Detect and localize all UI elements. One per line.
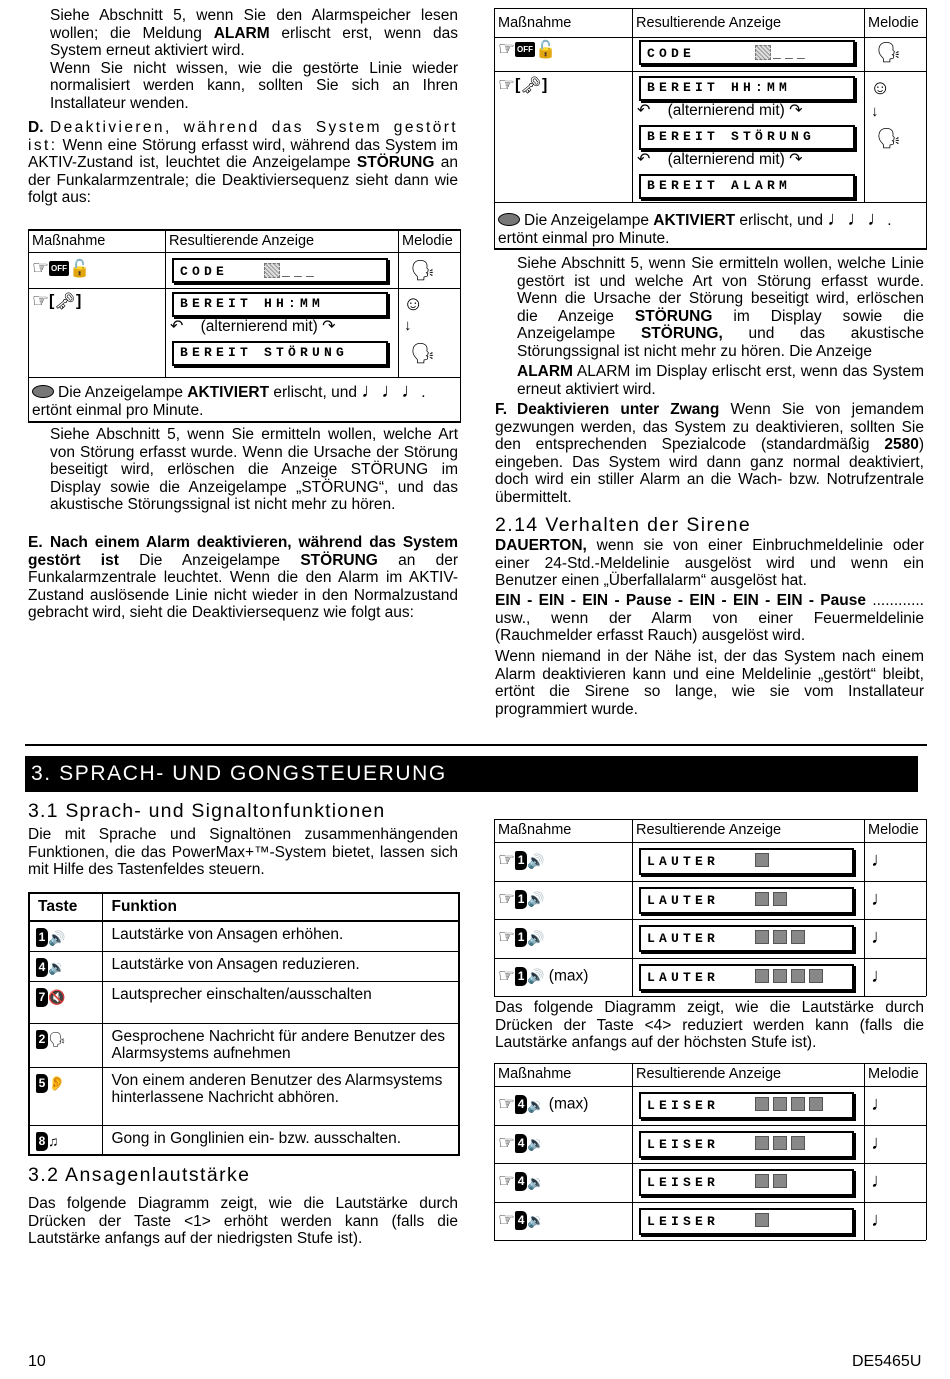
volume-up-icon: 🔊	[527, 929, 545, 946]
key-1-icon: 1	[36, 928, 48, 947]
function-text: Lautstärke von Ansagen reduzieren.	[111, 955, 360, 973]
press-key-action	[498, 967, 588, 986]
siren-duration: Wenn niemand in der Nähe ist, der das System nach einem Alarm deaktivieren kann und eine Meldelinie „gestört“ bleibt, ertönt die Sirene so lange, wie sie vom Installateur programmiert wurde.	[495, 648, 924, 718]
lcd-volume: LEISER	[639, 1092, 854, 1119]
key-4-icon: 4	[515, 1211, 527, 1230]
key-icon: 🗝	[54, 292, 76, 311]
lcd-volume: LEISER	[639, 1131, 854, 1158]
col-header-action: Maßnahme	[498, 15, 572, 31]
press-key-action	[498, 890, 544, 909]
section-heading-3-1: 3.1 Sprach- und Signaltonfunktionen	[28, 800, 386, 822]
music-note-icon: ♩	[871, 1170, 891, 1192]
volume-level-block	[791, 1097, 805, 1111]
pointing-hand-icon: ☞	[498, 1209, 516, 1231]
volume-level-block	[809, 969, 823, 983]
siren-pattern: EIN - EIN - EIN - Pause - EIN - EIN - EIN - Pause ............ usw., wenn der Alarm von einer Feuermeldelinie (Rauchmelder erfasst Rauch) ausgelöst wird.	[495, 592, 924, 644]
item-label: D.	[28, 119, 44, 136]
volume-level-block	[809, 1097, 823, 1111]
key-1-icon: 1	[515, 928, 527, 947]
col-header-display: Resultierende Anzeige	[636, 822, 782, 838]
table-row	[29, 1125, 459, 1155]
siren-continuous: DAUERTON, wenn sie von einer Einbruchmeldelinie oder einer 24-Std.-Meldelinie ausgelöst wird und wenn ein Benutzer einen „Überfallalarm“ ausgelöst hat.	[495, 537, 925, 589]
left-top-text	[50, 7, 458, 112]
doc-id: DE5465U	[852, 1353, 922, 1370]
lcd-ready: BEREIT HH:MM	[639, 76, 855, 101]
between-text: Das folgende Diagramm zeigt, wie die Lautstärke durch Drücken der Taste <4> reduziert werden kann (falls die Lautstärke anfangs auf der höchsten Stufe ist).	[495, 999, 924, 1051]
press-key-action	[498, 1095, 588, 1114]
section-3-1-text: Die mit Sprache und Signaltönen zusammenhängenden Funktionen, die das PowerMax+™-System bietet, lassen sich mit Hilfe des Tastenfeldes steuern.	[28, 826, 458, 878]
volume-level-block	[791, 969, 805, 983]
paragraph: Wenn Sie nicht wissen, wie die gestörte Linie wieder normalisiert werden kann, sollten Sie sich an Ihren Installateur wenden.	[50, 59, 458, 112]
key-4-icon: 4	[36, 958, 48, 977]
lcd-volume: LAUTER	[639, 925, 854, 952]
press-key-action	[498, 1134, 544, 1153]
enter-code-action: ☞[🗝]	[498, 75, 548, 96]
off-key-icon: OFF	[515, 42, 535, 57]
volume-down-icon: 🔉	[527, 1135, 545, 1151]
lcd-ready: BEREIT HH:MM	[172, 292, 388, 317]
led-off-icon	[498, 213, 520, 226]
press-key-action	[498, 928, 544, 947]
key-1-icon: 1	[515, 890, 527, 909]
pointing-hand-icon: ☞	[32, 258, 50, 279]
col-header-melody: Melodie	[868, 1066, 919, 1082]
col-header-action: Maßnahme	[498, 822, 572, 838]
volume-level-block	[773, 969, 787, 983]
listen-icon: 👂	[48, 1075, 66, 1091]
key-function-table	[28, 892, 460, 1156]
volume-level-block	[755, 1174, 769, 1188]
alternating-note: ↶ (alternierend mit) ↷	[637, 102, 803, 119]
key-1-icon: 1	[515, 967, 527, 986]
volume-level-block	[773, 930, 787, 944]
table-row	[29, 951, 459, 981]
section-heading-2-14: 2.14 Verhalten der Sirene	[495, 514, 752, 536]
music-note-icon: ♩	[871, 1131, 891, 1154]
pointing-hand-icon: ☞	[498, 927, 516, 948]
section-e: E. Nach einem Alarm deaktivieren, während das System gestört ist Die Anzeigelampe STÖRUNG an der Funkalarmzentrale leuchtet. Wenn die den Alarm im AKTIV-Zustand auslösende Linie nicht wieder in den Normalzustand gebracht wird, sieht die Deaktiviersequenz wie folgt aus:	[28, 534, 458, 621]
max-label: (max)	[548, 967, 589, 985]
key-1-icon: 1	[515, 851, 527, 870]
speaker-icon: 🔇	[48, 989, 66, 1005]
pointing-hand-icon: ☞	[498, 1171, 516, 1192]
max-label: (max)	[548, 1095, 589, 1113]
pointing-hand-icon: ☞	[498, 1094, 516, 1115]
volume-level-block	[755, 892, 769, 906]
pointing-hand-icon: ☞	[498, 1132, 516, 1154]
left-mid-text: Siehe Abschnitt 5, wenn Sie ermitteln wollen, welche Art von Störung erfasst wurde. Wenn die Ursache der Störung beseitigt wird, erlöschen die Anzeige STÖRUNG im Display sowie die Anzeigelampe „STÖRUNG“, und das akustische Störungssignal ist nicht mehr zu hören.	[50, 426, 458, 513]
col-header-action: Maßnahme	[32, 233, 106, 249]
lcd-code: CODE ___	[172, 258, 388, 283]
pointing-hand-icon: ☞	[498, 39, 516, 60]
key-8-icon: 8	[36, 1132, 48, 1151]
function-text: Gong in Gonglinien ein- bzw. ausschalten.	[111, 1129, 402, 1147]
volume-up-icon: 🔊	[527, 852, 545, 869]
volume-level-block	[755, 930, 769, 944]
music-note-icon: ♩	[871, 926, 891, 948]
press-key-action	[498, 1172, 544, 1191]
music-notes-icon: ♩♩♩	[361, 380, 422, 402]
speech-icon: 🗣	[876, 128, 902, 150]
led-off-icon	[32, 385, 54, 398]
volume-level-block	[791, 1136, 805, 1150]
chime-icon: ♫	[48, 1133, 59, 1149]
arrow-down-icon: ↓	[404, 317, 412, 334]
function-text: Von einem anderen Benutzer des Alarmsystems hinterlassene Nachricht abhören.	[111, 1071, 443, 1106]
led-note: Die Anzeigelampe AKTIVIERT erlischt, und ♩♩♩. ertönt einmal pro Minute.	[32, 380, 426, 419]
key-icon: 🗝	[520, 76, 542, 95]
volume-up-icon: 🔊	[527, 968, 545, 984]
key-5-icon: 5	[36, 1074, 48, 1093]
table-row	[29, 1067, 459, 1125]
volume-level-block	[773, 1174, 787, 1188]
speech-icon: 🗣	[876, 42, 902, 64]
col-header-key: Taste	[29, 893, 102, 921]
key-7-icon: 7	[36, 988, 48, 1007]
section-3-2-text: Das folgende Diagramm zeigt, wie die Lautstärke durch Drücken der Taste <1> erhöht werden kann (falls die Lautstärke anfangs auf der niedrigsten Stufe ist).	[28, 1195, 458, 1247]
lcd-volume: LAUTER	[639, 964, 854, 991]
pointing-hand-icon: ☞	[498, 888, 516, 910]
table-row	[29, 1023, 459, 1067]
function-text: Lautsprecher einschalten/ausschalten	[111, 985, 372, 1003]
arrow-down-icon: ↓	[871, 103, 879, 120]
table-row	[29, 981, 459, 1023]
volume-level-block	[773, 1097, 787, 1111]
alternating-note: ↶ (alternierend mit) ↷	[637, 151, 803, 168]
col-header-display: Resultierende Anzeige	[636, 15, 782, 31]
volume-level-block	[755, 969, 769, 983]
speech-icon: 🗣	[410, 343, 436, 365]
volume-down-icon: 🔉	[527, 1212, 545, 1228]
pointing-hand-icon: ☞	[498, 75, 516, 96]
right-text: ALARM ALARM im Display erlischt erst, wenn das System erneut aktiviert wird.	[517, 363, 924, 398]
col-header-melody: Melodie	[868, 15, 919, 31]
item-heading: Deaktivieren, während das System gestört ist:	[28, 119, 458, 154]
volume-level-block	[755, 1213, 769, 1227]
volume-level-block	[755, 1136, 769, 1150]
press-off-action	[498, 40, 556, 59]
section-heading-3-2: 3.2 Ansagenlautstärke	[28, 1164, 251, 1186]
lcd-volume: LEISER	[639, 1208, 854, 1235]
key-2-icon: 2	[36, 1030, 48, 1049]
volume-level-block	[773, 1136, 787, 1150]
pointing-hand-icon: ☞	[32, 291, 50, 312]
lcd-fault: BEREIT STÖRUNG	[172, 341, 388, 366]
music-note-icon: ♩	[871, 1093, 891, 1115]
music-note-icon: ♩	[871, 849, 891, 871]
pointing-hand-icon: ☞	[498, 965, 516, 987]
key-4-icon: 4	[515, 1095, 527, 1114]
record-icon: 🗣	[48, 1031, 66, 1047]
key-4-icon: 4	[515, 1134, 527, 1153]
speech-icon: 🗣	[410, 260, 436, 282]
volume-level-block	[755, 853, 769, 867]
music-note-icon: ♩	[871, 1208, 891, 1231]
function-text: Gesprochene Nachricht für andere Benutzer des Alarmsystems aufnehmen	[111, 1027, 445, 1062]
smiley-icon: ☺	[403, 293, 424, 315]
volume-level-block	[755, 1097, 769, 1111]
alternating-note: ↶ (alternierend mit) ↷	[170, 318, 336, 335]
volume-up-icon: 🔊	[48, 929, 66, 946]
unlock-icon: 🔓	[535, 40, 557, 59]
section-d	[28, 119, 458, 207]
item-text: Wenn eine Störung erfasst wird, während das System im AKTIV-Zustand ist, leuchtet die Anzeigelampe STÖRUNG an der Funkalarmzentrale; die Deaktiviersequenz sieht dann wie folgt aus:	[28, 136, 458, 206]
volume-level-block	[791, 930, 805, 944]
col-header-display: Resultierende Anzeige	[169, 233, 315, 249]
volume-down-icon: 🔉	[527, 1173, 545, 1190]
lcd-volume: LEISER	[639, 1169, 854, 1196]
volume-down-icon: 🔉	[527, 1096, 545, 1113]
off-key-icon: OFF	[49, 261, 69, 276]
volume-level-block	[773, 892, 787, 906]
col-header-melody: Melodie	[868, 822, 919, 838]
right-text: Siehe Abschnitt 5, wenn Sie ermitteln wollen, welche Linie gestört ist und welche Art von Störung erfasst wurde. Wenn die Ursache der Störung beseitigt wird, erlöschen die Anzeige STÖRUNG im Display sowie die Anzeigelampe STÖRUNG, und das akustische Störungssignal ist nicht mehr zu hören. Die Anzeige	[517, 255, 924, 360]
paragraph: Siehe Abschnitt 5, wenn Sie den Alarmspeicher lesen wollen; die Meldung ALARM erlischt erst, wenn das System erneut aktiviert wird.	[50, 7, 458, 59]
table-row	[29, 921, 459, 951]
press-off-action	[32, 259, 90, 278]
press-key-action	[498, 851, 544, 870]
col-header-melody: Melodie	[402, 233, 453, 249]
music-note-icon: ♩	[871, 964, 891, 987]
col-header-function: Funktion	[111, 898, 177, 916]
music-note-icon: ♩	[871, 887, 891, 910]
smiley-icon: ☺	[870, 77, 891, 99]
function-text: Lautstärke von Ansagen erhöhen.	[111, 926, 344, 943]
pointing-hand-icon: ☞	[498, 850, 516, 871]
volume-down-icon: 🔉	[48, 959, 66, 975]
lcd-fault: BEREIT STÖRUNG	[639, 125, 855, 150]
lcd-alarm: BEREIT ALARM	[639, 174, 855, 199]
volume-up-icon: 🔊	[527, 891, 545, 907]
col-header-display: Resultierende Anzeige	[636, 1066, 782, 1082]
col-header-action: Maßnahme	[498, 1066, 572, 1082]
enter-code-action: ☞[🗝]	[32, 291, 82, 312]
music-notes-icon: ♩♩♩	[827, 208, 888, 230]
lcd-code: CODE ___	[639, 40, 855, 65]
led-note: Die Anzeigelampe AKTIVIERT erlischt, und ♩♩♩. ertönt einmal pro Minute.	[498, 208, 892, 247]
chapter-banner: 3. SPRACH- UND GONGSTEUERUNG	[25, 756, 918, 792]
page-number: 10	[28, 1353, 46, 1370]
press-key-action	[498, 1211, 544, 1230]
lcd-volume: LAUTER	[639, 887, 854, 914]
unlock-icon: 🔓	[69, 259, 91, 278]
section-f: F. Deaktivieren unter Zwang Wenn Sie von jemandem gezwungen werden, das System zu deaktivieren, sollten Sie den entsprechenden Spezialcode (standardmäßig 2580) eingeben. Das System wird dann ganz normal deaktiviert, doch wird ein stiller Alarm an die Wach- bzw. Notrufzentrale übermittelt.	[495, 401, 924, 506]
key-4-icon: 4	[515, 1172, 527, 1191]
lcd-volume: LAUTER	[639, 848, 854, 875]
